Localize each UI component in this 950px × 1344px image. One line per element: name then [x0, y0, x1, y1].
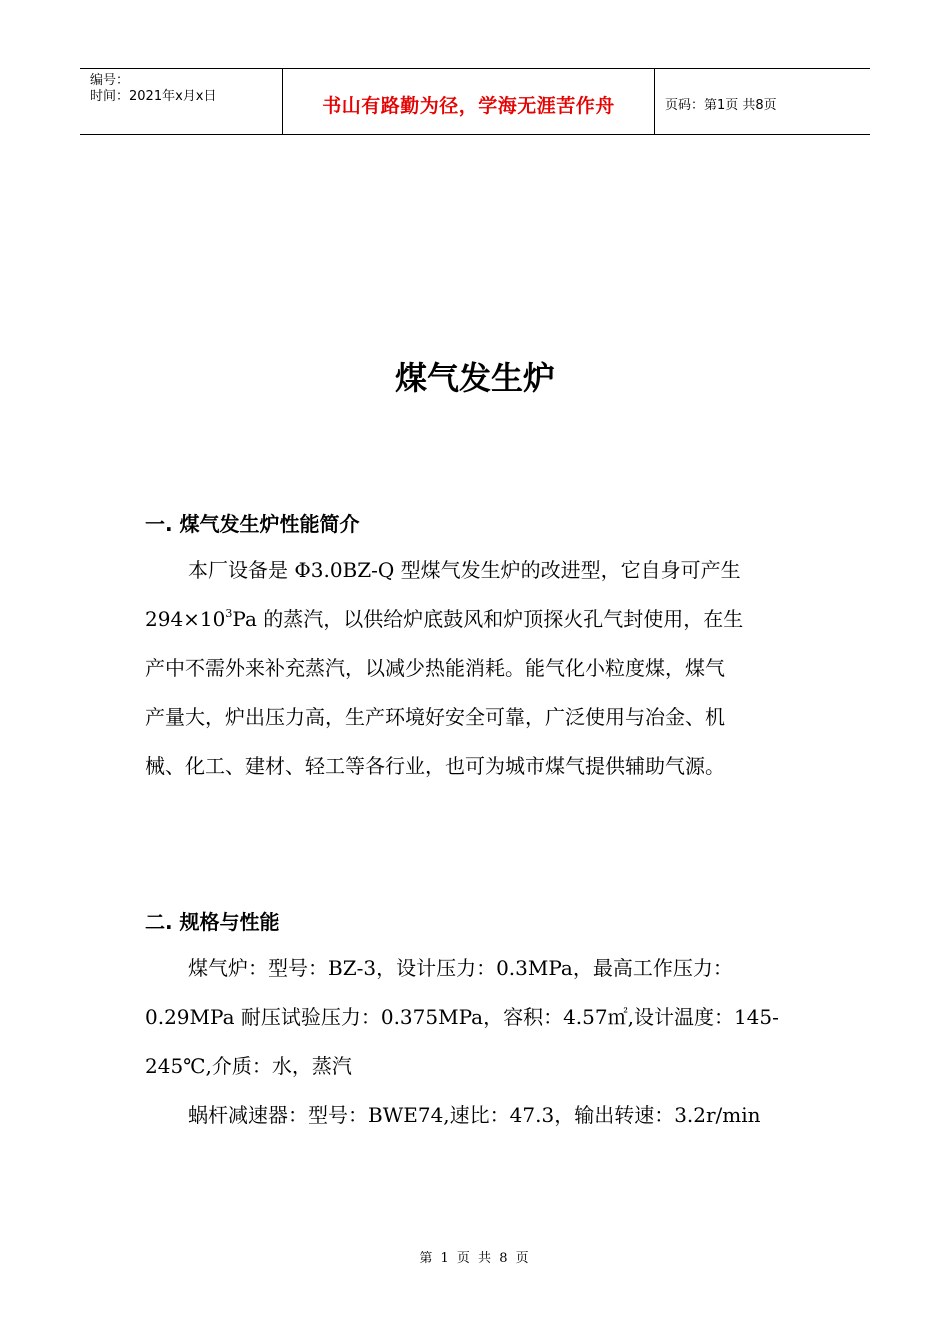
superscript-exponent: 3: [225, 607, 233, 620]
paragraph-line: 0.29MPa 耐压试验压力：0.375MPa，容积：4.57㎡,设计温度：145-: [145, 1005, 779, 1029]
page-title: 煤气发生炉: [394, 359, 555, 397]
paragraph-line: 械、化工、建材、轻工等各行业，也可为城市煤气提供辅助气源。: [145, 754, 725, 778]
header-page-info: 页码：第1页 共8页: [665, 98, 777, 113]
header-table: [80, 68, 870, 135]
paragraph-line: 本厂设备是 Φ3.0BZ-Q 型煤气发生炉的改进型，它自身可产生: [188, 558, 741, 582]
section-heading-2: 二. 规格与性能: [145, 910, 280, 934]
paragraph-line: 产中不需外来补充蒸汽，以减少热能消耗。能气化小粒度煤，煤气: [145, 656, 725, 680]
section-heading-1: 一. 煤气发生炉性能简介: [145, 512, 360, 536]
paragraph-line: 蜗杆减速器：型号：BWE74,速比：47.3，输出转速：3.2r/min: [188, 1103, 761, 1127]
section-2-paragraph: [145, 944, 810, 1140]
paragraph-text: Pa 的蒸汽，以供给炉底鼓风和炉顶探火孔气封使用，在生: [232, 607, 744, 631]
paragraph-line: 产量大，炉出压力高，生产环境好安全可靠，广泛使用与冶金、机: [145, 705, 725, 729]
header-motto-cell: [282, 69, 655, 134]
paragraph-line: [145, 595, 810, 644]
paragraph-line: 245℃,介质：水，蒸汽: [145, 1054, 352, 1078]
header-number-label: 编号：: [90, 73, 130, 88]
paragraph-text: 294×10: [145, 607, 226, 631]
page-footer: 第 1 页 共 8 页: [419, 1251, 531, 1266]
header-motto: 书山有路勤为径，学海无涯苦作舟: [322, 95, 615, 117]
header-left-cell: [80, 69, 282, 134]
paragraph-line: 煤气炉：型号：BZ-3，设计压力：0.3MPa，最高工作压力：: [188, 956, 733, 980]
header-time-label: 时间：2021年x月x日: [90, 89, 217, 104]
section-1-paragraph: [145, 546, 810, 791]
header-page-info-cell: [655, 69, 870, 134]
